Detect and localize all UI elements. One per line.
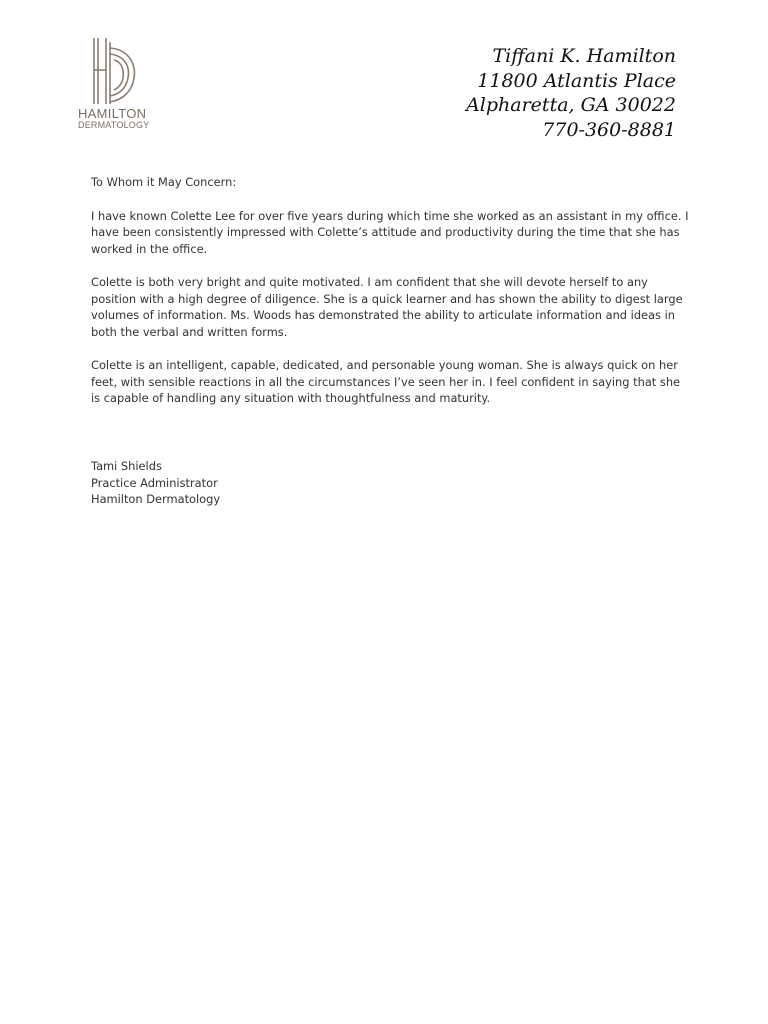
logo-name: HAMILTON <box>78 106 147 121</box>
signer-name: Tami Shields <box>91 459 162 473</box>
letter-body <box>91 174 691 424</box>
signer-title: Practice Administrator <box>91 475 218 490</box>
sender-address-block <box>466 44 676 142</box>
salutation: To Whom it May Concern: <box>91 175 237 189</box>
sender-phone: 770-360-8881 <box>542 118 676 141</box>
paragraph-3: Colette is an intelligent, capable, dedicated, and personable young woman. She is always quick on her feet, with sensible reactions in all the circumstances I’ve seen her in. I feel confident in saying that she is capable of handling any situation with thoughtfulness and maturity. <box>91 358 681 405</box>
signer-organization: Hamilton Dermatology <box>91 492 221 506</box>
paragraph-1: I have known Colette Lee for over five years during which time she worked as an assistant in my office. I have been consistently impressed with Colette’s attitude and productivity during the time that she has worked in the office. <box>91 208 689 256</box>
paragraph-2: Colette is both very bright and quite motivated. I am confident that she will devote herself to any position with a high degree of diligence. She is a quick learner and has shown the ability to digest large volumes of information. Ms. Woods has demonstrated the ability to articulate information and ideas in both the verbal and written forms. <box>91 275 683 339</box>
signature-block <box>91 458 220 508</box>
sender-name: Tiffani K. Hamilton <box>492 45 676 67</box>
hd-monogram-logo-icon <box>88 34 138 106</box>
company-logo <box>76 34 152 134</box>
sender-city: Alpharetta, GA 30022 <box>466 94 676 116</box>
logo-subtitle: DERMATOLOGY <box>78 120 150 130</box>
sender-street: 11800 Atlantis Place <box>477 69 676 92</box>
